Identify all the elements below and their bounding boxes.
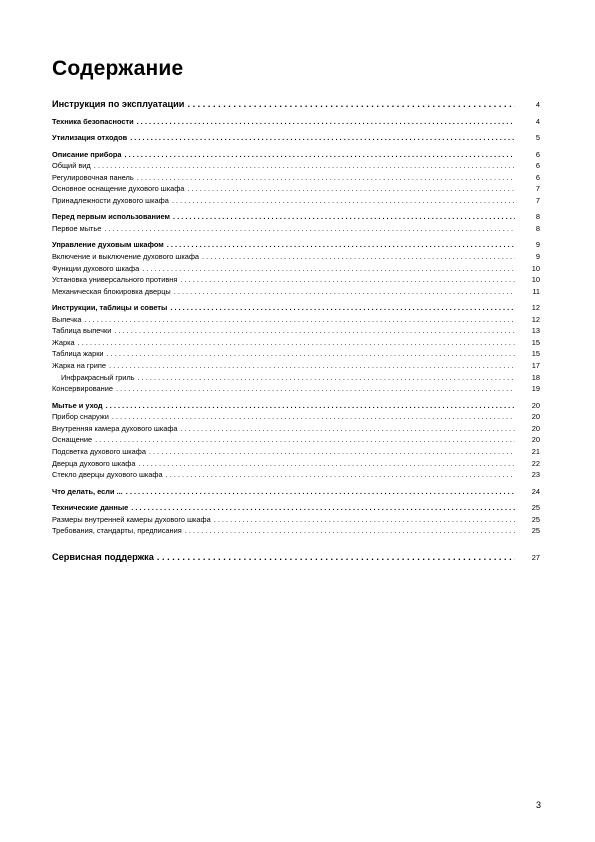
toc-entry-page: 20 (531, 412, 540, 422)
toc-entry-page: 20 (531, 435, 540, 445)
toc-entry-label: Таблица выпечки (52, 326, 112, 336)
toc-entry-label: Технические данные (52, 502, 129, 512)
toc-entry-page: 22 (531, 458, 540, 468)
dot-leader (214, 514, 515, 526)
dot-leader (180, 274, 515, 286)
toc-entry-page: 25 (531, 514, 540, 524)
dot-leader (167, 239, 515, 251)
toc-entry-page: 4 (535, 116, 540, 126)
toc-entry-label: Утилизация отходов (52, 133, 128, 143)
toc-entry-label: Требования, стандарты, предписания (52, 526, 182, 536)
toc-entry-page: 6 (535, 172, 540, 182)
toc-entry[interactable] (52, 337, 540, 349)
dot-leader (130, 132, 515, 144)
toc-entry-page: 21 (531, 447, 540, 457)
toc-entry-page: 27 (531, 552, 540, 562)
toc-section-heading[interactable] (52, 302, 540, 314)
dot-leader (112, 411, 515, 423)
toc-entry-page: 20 (531, 423, 540, 433)
toc-section-heading[interactable] (52, 149, 540, 161)
toc-entry-page: 13 (531, 326, 540, 336)
toc-section-heading[interactable] (52, 97, 540, 111)
dot-leader (173, 211, 515, 223)
toc-entry[interactable] (52, 411, 540, 423)
toc-entry-page: 6 (535, 161, 540, 171)
toc-entry[interactable] (52, 172, 540, 184)
toc-entry-page: 25 (531, 526, 540, 536)
toc-entry[interactable] (52, 434, 540, 446)
dot-leader (172, 195, 515, 207)
toc-entry-page: 19 (531, 384, 540, 394)
toc-entry[interactable] (52, 183, 540, 195)
toc-entry-page: 24 (531, 486, 540, 496)
dot-leader (109, 360, 515, 372)
page-number: 3 (535, 800, 541, 810)
toc-section-heading[interactable] (52, 550, 540, 564)
page-title: Содержание (52, 57, 184, 80)
dot-leader (131, 502, 515, 514)
toc-section-heading[interactable] (52, 211, 540, 223)
toc-entry-label: Стекло дверцы духового шкафа (52, 470, 163, 480)
toc-entry-label: Подсветка духового шкафа (52, 447, 146, 457)
dot-leader (202, 251, 515, 263)
toc-section-heading[interactable] (52, 239, 540, 251)
toc-entry[interactable] (52, 458, 540, 470)
toc-entry-label: Жарка на грипе (52, 361, 106, 371)
toc-entry-page: 20 (531, 400, 540, 410)
toc-entry-page: 12 (531, 314, 540, 324)
dot-leader (95, 434, 515, 446)
toc-entry-label: Инструкции, таблицы и советы (52, 303, 168, 313)
toc-entry-label: Инструкция по эксплуатации (52, 99, 185, 109)
toc-entry-label: Общий вид (52, 161, 91, 171)
dot-leader (157, 550, 515, 564)
dot-leader (149, 446, 515, 458)
toc-entry-label: Первое мытье (52, 223, 102, 233)
toc-entry[interactable] (52, 446, 540, 458)
toc-spacer (52, 537, 540, 550)
toc-entry[interactable] (52, 195, 540, 207)
dot-leader (107, 348, 515, 360)
toc-entry-label: Таблица жарки (52, 349, 104, 359)
toc-entry-page: 8 (535, 212, 540, 222)
toc-entry-label: Дверца духового шкафа (52, 458, 136, 468)
dot-leader (181, 423, 515, 435)
toc-entry-page: 11 (532, 286, 540, 296)
toc-entry-page: 8 (535, 223, 540, 233)
toc-entry-page: 12 (531, 303, 540, 313)
toc-entry-label: Регулировочная панель (52, 172, 134, 182)
toc-entry-page: 7 (535, 184, 540, 194)
dot-leader (94, 160, 515, 172)
toc-entry-page: 9 (535, 240, 540, 250)
toc-entry-page: 17 (531, 361, 540, 371)
toc-entry-page: 10 (531, 263, 540, 273)
dot-leader (137, 172, 515, 184)
toc-entry-label: Прибор снаружи (52, 412, 109, 422)
toc-entry[interactable] (52, 348, 540, 360)
toc-entry-label: Размеры внутренней камеры духового шкафа (52, 514, 211, 524)
dot-leader (138, 372, 515, 384)
toc-entry-label: Внутренняя камера духового шкафа (52, 423, 178, 433)
toc-entry-label: Инфракрасный гриль (61, 372, 135, 382)
toc-entry-label: Что делать, если ... (52, 486, 123, 496)
dot-leader (187, 97, 515, 111)
toc-entry-label: Установка универсального противня (52, 275, 178, 285)
toc-section-heading[interactable] (52, 132, 540, 144)
toc-entry-page: 6 (535, 149, 540, 159)
table-of-contents (52, 97, 540, 564)
toc-section-heading[interactable] (52, 116, 540, 128)
toc-entry[interactable] (52, 383, 540, 395)
toc-entry-page: 23 (531, 470, 540, 480)
toc-entry[interactable] (52, 325, 540, 337)
dot-leader (170, 302, 515, 314)
dot-leader (137, 116, 515, 128)
toc-entry[interactable] (52, 525, 540, 537)
dot-leader (138, 458, 515, 470)
dot-leader (116, 383, 515, 395)
toc-entry-label: Оснащение (52, 435, 93, 445)
toc-entry-label: Включение и выключение духового шкафа (52, 251, 200, 261)
toc-entry[interactable] (52, 274, 540, 286)
toc-entry-label: Сервисная поддержка (52, 551, 154, 562)
toc-entry[interactable] (52, 251, 540, 263)
toc-entry-label: Основное оснащение духового шкафа (52, 184, 185, 194)
dot-leader (106, 400, 515, 412)
toc-entry-label: Жарка (52, 337, 75, 347)
toc-section-heading[interactable] (52, 502, 540, 514)
toc-entry[interactable] (52, 314, 540, 326)
toc-entry-page: 10 (531, 275, 540, 285)
toc-entry[interactable] (52, 263, 540, 275)
toc-entry[interactable] (52, 469, 540, 481)
toc-entry-page: 7 (535, 195, 540, 205)
toc-entry-label: Описание прибора (52, 149, 122, 159)
toc-entry[interactable] (52, 286, 540, 298)
dot-leader (78, 337, 515, 349)
toc-entry-page: 4 (535, 100, 540, 109)
toc-section-heading[interactable] (52, 400, 540, 412)
toc-entry-label: Механическая блокировка дверцы (52, 286, 171, 296)
dot-leader (124, 149, 515, 161)
toc-entry-label: Мытье и уход (52, 400, 103, 410)
toc-entry-page: 15 (531, 349, 540, 359)
dot-leader (114, 325, 515, 337)
toc-entry-label: Перед первым использованием (52, 212, 170, 222)
toc-entry-page: 25 (531, 502, 540, 512)
toc-entry-label: Выпечка (52, 314, 82, 324)
dot-leader (166, 469, 515, 481)
toc-entry-label: Консервирование (52, 384, 113, 394)
toc-entry-page: 9 (535, 251, 540, 261)
dot-leader (187, 183, 515, 195)
dot-leader (185, 525, 515, 537)
toc-entry[interactable] (52, 223, 540, 235)
toc-section-heading[interactable] (52, 486, 540, 498)
toc-entry[interactable] (52, 360, 540, 372)
dot-leader (84, 314, 515, 326)
dot-leader (126, 486, 515, 498)
dot-leader (142, 263, 515, 275)
dot-leader (104, 223, 515, 235)
toc-entry[interactable] (52, 514, 540, 526)
toc-entry-label: Техника безопасности (52, 116, 134, 126)
dot-leader (174, 286, 515, 298)
toc-entry-label: Принадлежности духового шкафа (52, 195, 169, 205)
toc-entry-page: 15 (531, 337, 540, 347)
toc-entry-label: Управление духовым шкафом (52, 240, 164, 250)
toc-entry[interactable] (52, 423, 540, 435)
toc-entry-label: Функции духового шкафа (52, 263, 140, 273)
toc-entry[interactable] (52, 372, 540, 384)
toc-entry[interactable] (52, 160, 540, 172)
toc-entry-page: 18 (531, 372, 540, 382)
toc-entry-page: 5 (535, 133, 540, 143)
